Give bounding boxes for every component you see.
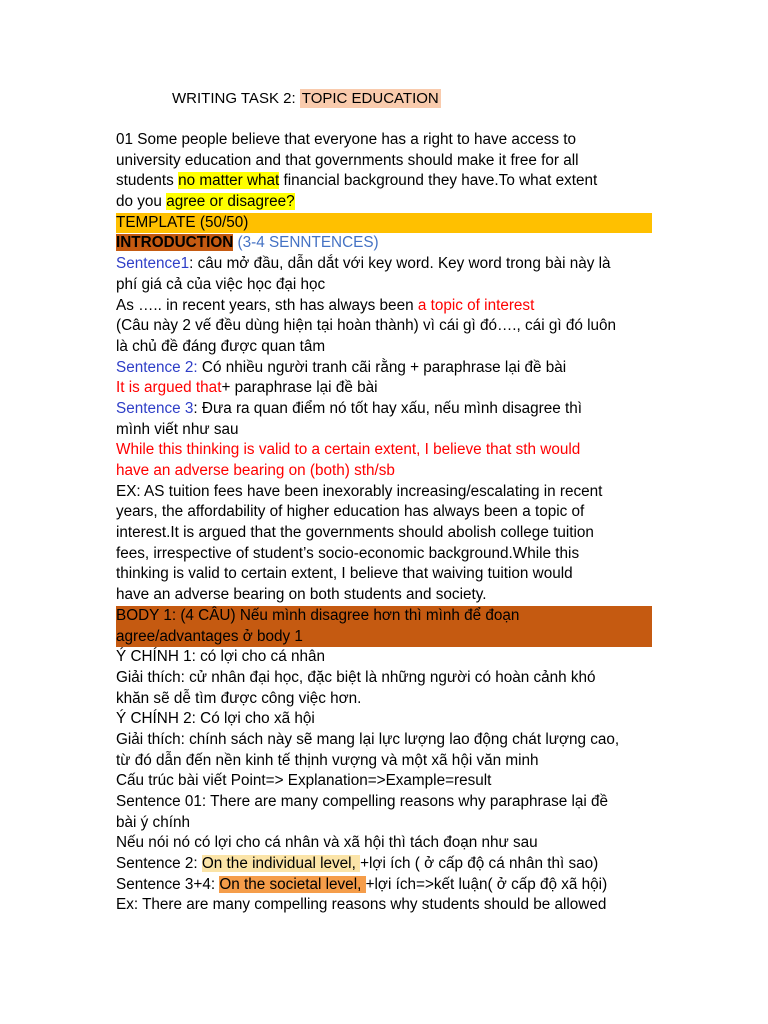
red-phrase: a topic of interest <box>417 296 535 314</box>
example-line: Ex: There are many compelling reasons why students should be allowed <box>116 896 607 914</box>
note-line: Nếu nói nó có lợi cho cá nhân và xã hội thì tách đoạn như sau <box>116 834 538 852</box>
red-template-line: have an adverse bearing on (both) sth/sb <box>116 462 395 479</box>
structure-line: Cấu trúc bài viết Point=> Explanation=>Example=result <box>116 772 492 790</box>
text: +lợi ích ( ở cấp độ cá nhân thì sao) <box>360 855 599 873</box>
main-idea-2: Ý CHÍNH 2: Có lợi cho xã hội <box>116 710 315 728</box>
text: Sentence 3+4: <box>116 875 220 893</box>
template-label: TEMPLATE (50/50) <box>116 213 652 234</box>
text-line: (Câu này 2 vế đều dùng hiện tại hoàn thành) vì cái gì đó…., cái gì đó luôn <box>116 317 617 335</box>
main-idea-1: Ý CHÍNH 1: có lợi cho cá nhân <box>116 648 325 666</box>
body1-heading: BODY 1: (4 CÂU) Nếu mình disagree hơn thì mình để đoạn <box>116 606 652 627</box>
example-line: years, the affordability of higher education has always been a topic of <box>116 503 585 521</box>
text: As ….. in recent years, sth has always been <box>116 296 418 314</box>
highlight-no-matter-what: no matter what <box>178 172 280 190</box>
red-template-line: While this thinking is valid to a certain extent, I believe that sth would <box>116 441 581 459</box>
intro-count: (3-4 SENNTENCES) <box>233 234 379 252</box>
intro-label: INTRODUCTION <box>116 234 234 252</box>
text-line: bài ý chính <box>116 813 190 831</box>
explanation-line: khăn sẽ dễ tìm được công việc hơn. <box>116 689 362 707</box>
text-line <box>116 296 656 317</box>
highlight-societal-level: On the societal level, <box>219 875 366 893</box>
example-line: interest.It is argued that the governments should abolish college tuition <box>116 524 594 542</box>
text-line: mình viết như sau <box>116 420 239 438</box>
text: + paraphrase lại đề bài <box>221 379 378 397</box>
text: financial background they have.To what extent <box>279 172 598 190</box>
title-prefix: WRITING TASK 2: <box>172 90 300 107</box>
text: Có nhiều người tranh cãi rằng + paraphrase lại đề bài <box>197 358 567 376</box>
sentence3-line <box>116 399 656 420</box>
title-highlight: TOPIC EDUCATION <box>301 90 439 107</box>
sentence01-line: Sentence 01: There are many compelling reasons why paraphrase lại đề <box>116 793 609 810</box>
example-line: EX: AS tuition fees have been inexorably increasing/escalating in recent <box>116 482 603 500</box>
highlight-individual-level: On the individual level, <box>201 855 361 873</box>
text: : câu mở đầu, dẫn dắt với key word. Key word trong bài này là <box>189 255 611 273</box>
page-title <box>172 88 441 110</box>
explanation-line: Giải thích: cử nhân đại học, đặc biệt là những người có hoàn cảnh khó <box>116 668 596 686</box>
text: do you <box>116 193 167 211</box>
sentence2-line <box>116 358 656 379</box>
text: +lợi ích=>kết luận( ở cấp độ xã hội) <box>365 875 608 893</box>
sentence3-label: Sentence 3 <box>116 399 194 417</box>
question-line: 01 Some people believe that everyone has a right to have access to <box>116 131 577 148</box>
sentence2-label: Sentence 2: <box>116 358 198 376</box>
red-phrase: It is argued that <box>116 379 222 397</box>
sentence1-line <box>116 254 656 275</box>
highlight-agree-or-disagree: agree or disagree? <box>166 193 295 211</box>
sentence34-body-line <box>116 875 656 896</box>
example-line: have an adverse bearing on both students and society. <box>116 586 487 604</box>
example-line: fees, irrespective of student’s socio-economic background.While this <box>116 544 580 562</box>
explanation-line: từ đó dẫn đến nền kinh tế thịnh vượng và một xã hội văn minh <box>116 751 539 769</box>
text: students <box>116 172 179 190</box>
question-line: university education and that governments should make it free for all <box>116 151 579 169</box>
question-line <box>116 171 656 192</box>
text: : Đưa ra quan điểm nó tốt hay xấu, nếu mình disagree thì <box>193 399 583 417</box>
document-body <box>116 130 656 916</box>
text-line <box>116 378 656 399</box>
body1-heading: agree/advantages ở body 1 <box>116 627 652 648</box>
text-line: là chủ đề đáng được quan tâm <box>116 337 326 355</box>
sentence1-label: Sentence1 <box>116 255 190 273</box>
intro-heading <box>116 233 656 254</box>
question-line <box>116 192 656 213</box>
text: Sentence 2: <box>116 855 202 873</box>
text-line: phí giá cả của việc học đại học <box>116 275 326 293</box>
explanation-line: Giải thích: chính sách này sẽ mang lại lực lượng lao động chát lượng cao, <box>116 730 620 748</box>
sentence2-body-line <box>116 854 656 875</box>
example-line: thinking is valid to certain extent, I believe that waiving tuition would <box>116 565 573 583</box>
